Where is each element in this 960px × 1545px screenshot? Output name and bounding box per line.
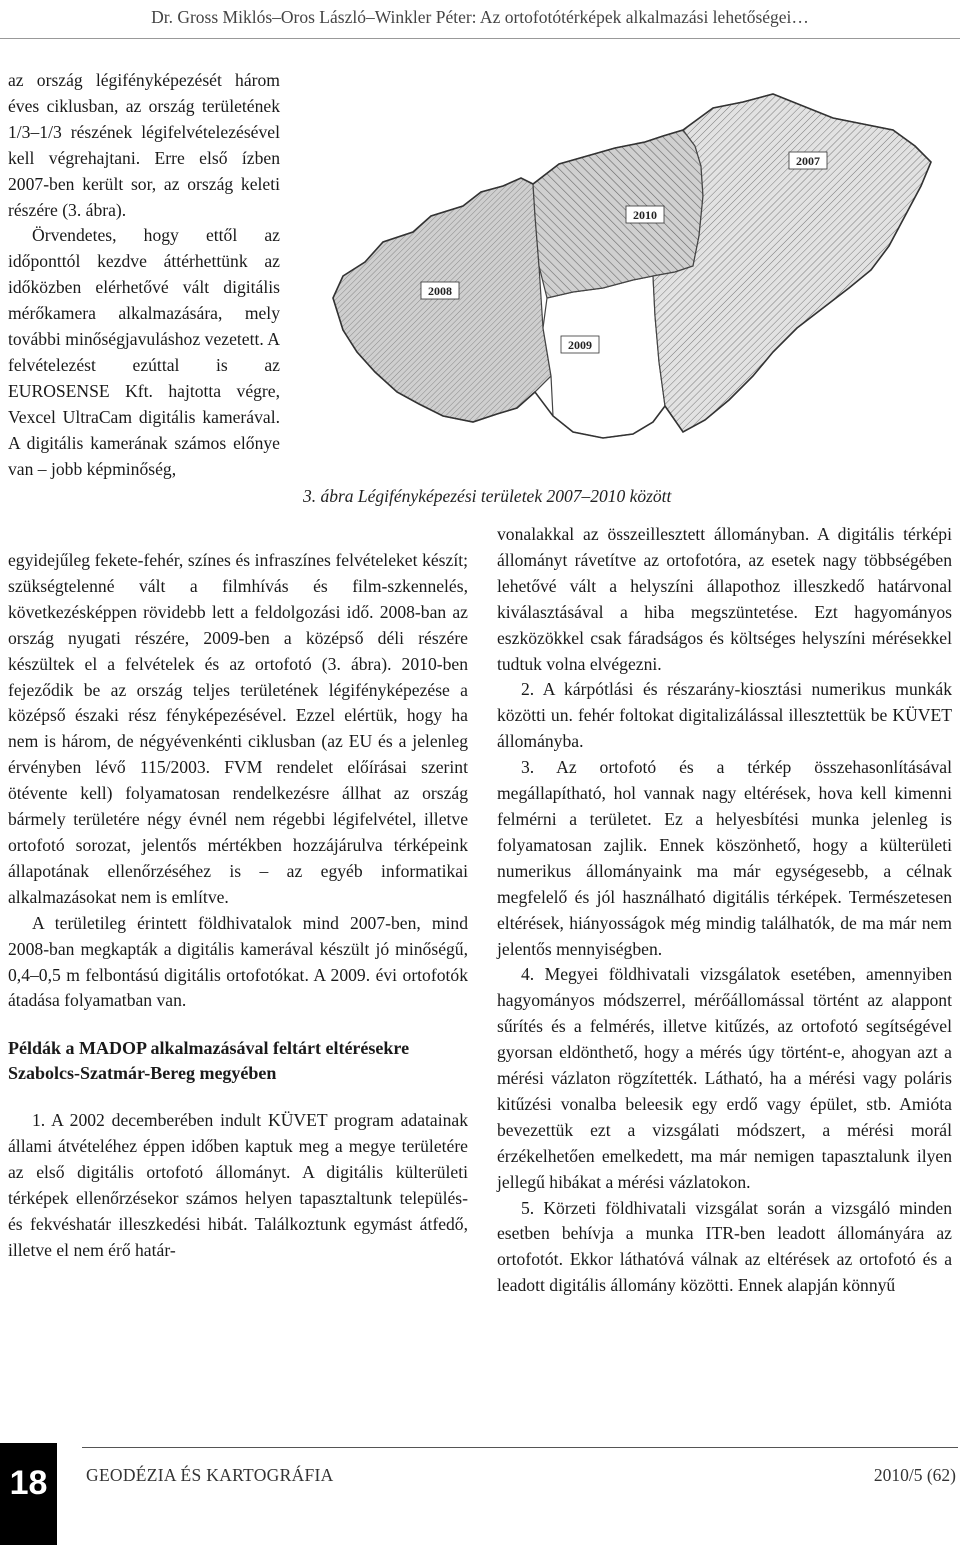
map-label-2007: 2007 — [796, 154, 820, 168]
body-paragraph: Örvendetes, hogy ettől az időponttól kezdve áttérhettünk az időközben elérhetővé vált digitális mérőkamera alkalmazására, mely további minőségjavuláshoz vezetett. A felvételezést ezúttal is az EUROSENSE Kft. hajtotta végre, Vexcel UltraCam digitális kamerával. A digitális kamerának számos előnye van – jobb képminőség, — [8, 225, 280, 479]
body-paragraph: 1. A 2002 decemberében indult KÜVET program adatainak állami átvételéhez éppen időben kaptuk meg a megye területére az első digitális ortofotó állományt. A digitális külterületi térképek ellenőrzésekor számos helyen tapasztaltunk település- és fekvéshatár illeszkedési hibát. Találkoztunk egymást átfedő, illetve el nem érő határ- — [8, 1110, 468, 1260]
journal-name: GEODÉZIA ÉS KARTOGRÁFIA — [86, 1465, 334, 1485]
map-label-2009: 2009 — [568, 338, 592, 352]
footer-divider — [82, 1447, 958, 1448]
figure-caption: 3. ábra Légifényképezési területek 2007–2010 között — [303, 486, 672, 506]
page-number: 18 — [9, 1464, 48, 1502]
body-paragraph: A területileg érintett földhivatalok mind 2007-ben, mind 2008-ban megkapták a digitális kamerával készült jó minőségű, 0,4–0,5 m felbontású digitális ortofotókat. A 2009. évi ortofotók átadása folyamatban van. — [8, 912, 468, 1011]
body-paragraph: 4. Megyei földhivatali vizsgálatok esetében, amennyiben hagyományos módszerrel, mérőállomással történt az alappont sűrítés és a felmérés, illetve kitűzés, az ortofotó segítségével gyorsan eldönthető, hogy a mérés úgy történt-e, ahogyan azt a mérési vázlaton rögzítették. Látható, ha a mérési vagy poláris kitűzési vonalba beleesik egy erdő vagy épület, stb. Amióta bevezettük ezt a vizsgálati módszert, a mérési morál érzékelhetően emelkedett, ma már nemigen tapasztalunk ilyen jellegű hibákat a mérési vázlatokon. — [497, 964, 952, 1192]
body-paragraph: vonalakkal az összeillesztett állományban. A digitális térképi állományt rávetítve az ortofotóra, az esetek nagy többségében lehetővé vált a helyszíni állapothoz illeszkedő határvonal kiválasztásával a hiba megszüntetése. Ezt hagyományos eszközökkel csak fáradságos és költséges helyszíni mérésekkel tudtuk volna elvégezni. — [497, 524, 952, 674]
section-heading: Példák a MADOP alkalmazásával feltárt eltérésekre Szabolcs-Szatmár-Bereg megyében — [8, 1038, 410, 1084]
body-paragraph: 2. A kárpótlási és részarány-kiosztási numerikus munkák közötti un. fehér foltokat digitalizálással illesztettük be KÜVET állományba. — [497, 679, 952, 752]
body-paragraph: az ország légifényképezését három éves ciklusban, az ország területének 1/3–1/3 részének légifelvételezésével kell végrehajtani. Erre első ízben 2007-ben került sor, az ország keleti részére (3. ábra). — [8, 70, 280, 220]
body-paragraph: 3. Az ortofotó és a térkép összehasonlításával megállapítható, hol vannak nagy eltérések, hova kell kimenni felmérni a területet. Ez a helyesbítési munka jelenleg is folyamatosan zajlik. Ennek köszönhető, hogy a külterületi numerikus állományaink ma már egységesebb, a célnak megfelelő és jól használható digitális térképek. Természetesen eltérések, hiányosságok még mindig találhatók, de ma már nem jelentős mennyiségben. — [497, 757, 952, 959]
body-paragraph: 5. Körzeti földhivatali vizsgálat során a vizsgáló minden esetben behívja a munka ITR-ben leadott állományára az ortofotót. Ekkor láthatóvá válnak az eltérések az ortofotó és a leadott digitális állomány közötti. Ennek alapján könnyű — [497, 1197, 952, 1296]
zone-2009 — [543, 276, 665, 438]
zone-2008 — [333, 178, 551, 422]
zone-2007 — [653, 94, 931, 432]
running-header — [0, 0, 960, 39]
survey-areas-map — [303, 66, 958, 478]
map-label-2010: 2010 — [633, 208, 657, 222]
issue-number: 2010/5 (62) — [873, 1465, 956, 1485]
body-paragraph: egyidejűleg fekete-fehér, színes és infraszínes felvételeket készít; szükségtelenné vált a filmhívás és film-szkennelés, következésképpen rövidebb lett a feldolgozási idő. 2008-ban az ország nyugati részére, 2009-ben a középső déli részére készültek el a felvételek és az ortofotó (3. ábra). 2010-ben fejeződik be az ország teljes területének légifényképezése a középső északi rész fényképezésével. Ezzel elértük, hogy ha nem is három, de négyévenkénti ciklusban (az EU és a jelenleg érvényben lévő 115/2003. FVM rendelet előírásai szerint ötévente kell) folyamatosan rendelkezésre állhat az ország bármely területére négy évnél nem régebbi légifelvétel, illetve ortofotó sorozat, jelentős mértékben hozzájárulva térképeink állapotának ellenőrzéséhez is – az egyéb informatikai alkalmazásokat nem is említve. — [8, 550, 468, 907]
map-label-2008: 2008 — [428, 284, 452, 298]
left-column-wrapped-text — [8, 68, 280, 483]
running-header-text: Dr. Gross Miklós–Oros László–Winkler Péter: Az ortofotótérképek alkalmazási lehetőségei… — [151, 7, 809, 27]
left-column-text — [8, 548, 468, 1264]
right-column-text — [497, 522, 952, 1299]
